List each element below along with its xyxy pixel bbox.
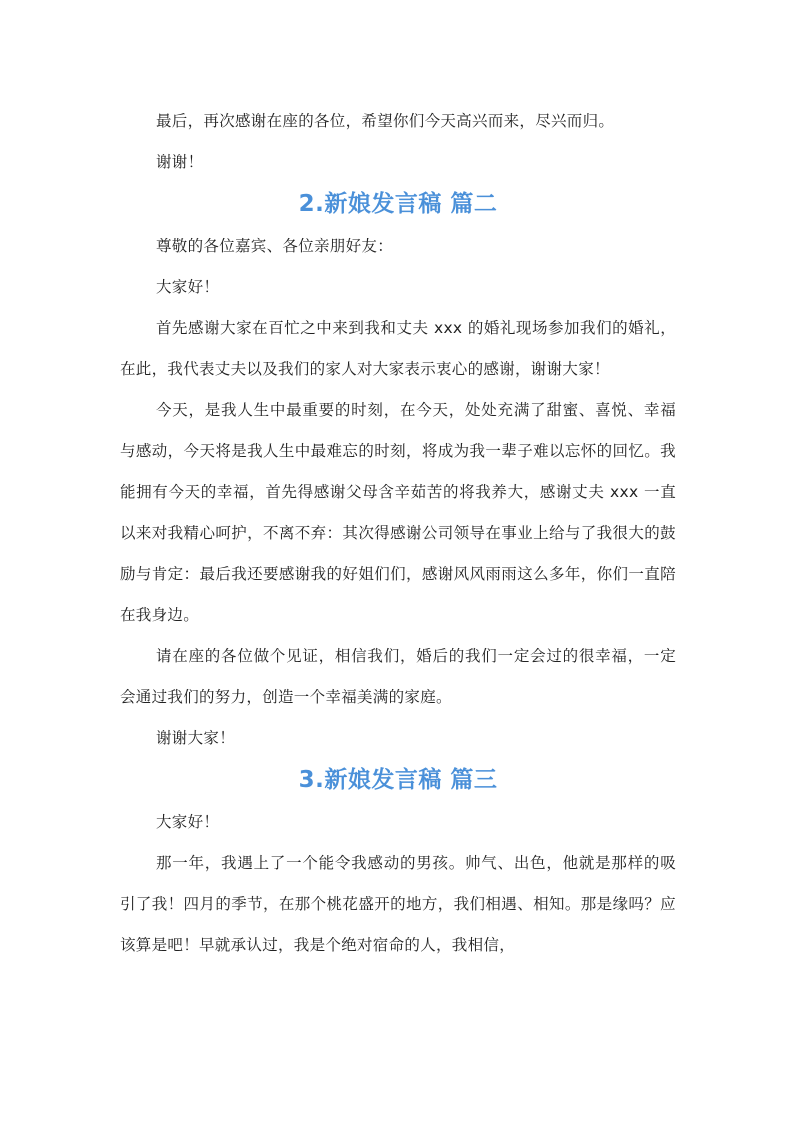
- paragraph-thanks-attending: 首先感谢大家在百忙之中来到我和丈夫 xxx 的婚礼现场参加我们的婚礼，在此，我代表丈夫以及我们的家人对大家表示衷心的感谢，谢谢大家！: [120, 319, 676, 378]
- paragraph-witness: 请在座的各位做个见证，相信我们，婚后的我们一定会过的很幸福，一定会通过我们的努力，创造一个幸福美满的家庭。: [120, 647, 676, 706]
- paragraph-hello-everyone: 大家好！: [156, 278, 220, 296]
- section-heading-3: 3.新娘发言稿 篇三: [298, 767, 498, 793]
- document-body: [120, 101, 676, 966]
- paragraph-thank-you: 谢谢！: [156, 153, 204, 171]
- paragraph-that-year: 那一年，我遇上了一个能令我感动的男孩。帅气、出色，他就是那样的吸引了我！四月的季节，在那个桃花盛开的地方，我们相遇、相知。那是缘吗？应该算是吧！早就承认过，我是个绝对宿命的人，我相信，: [120, 854, 676, 954]
- paragraph-hello-everyone-2: 大家好！: [156, 813, 220, 831]
- paragraph-greeting-guests: 尊敬的各位嘉宾、各位亲朋好友：: [156, 237, 394, 255]
- paragraph-important-moment: 今天，是我人生中最重要的时刻，在今天，处处充满了甜蜜、喜悦、幸福与感动，今天将是我人生中最难忘的时刻，将成为我一辈子难以忘怀的回忆。我能拥有今天的幸福，首先得感谢父母含辛茹苦的将我养大，感谢丈夫 xxx 一直以来对我精心呵护，不离不弃：其次得感谢公司领导在事业上给与了我很大的鼓励与肯定：最后我还要感谢我的好姐们们，感谢风风雨雨这么多年，你们一直陪在我身边。: [120, 401, 676, 624]
- section-heading-2: 2.新娘发言稿 篇二: [298, 191, 498, 217]
- paragraph-thanks-all: 谢谢大家！: [156, 729, 236, 747]
- paragraph-closing-thanks: 最后，再次感谢在座的各位，希望你们今天高兴而来，尽兴而归。: [156, 112, 615, 130]
